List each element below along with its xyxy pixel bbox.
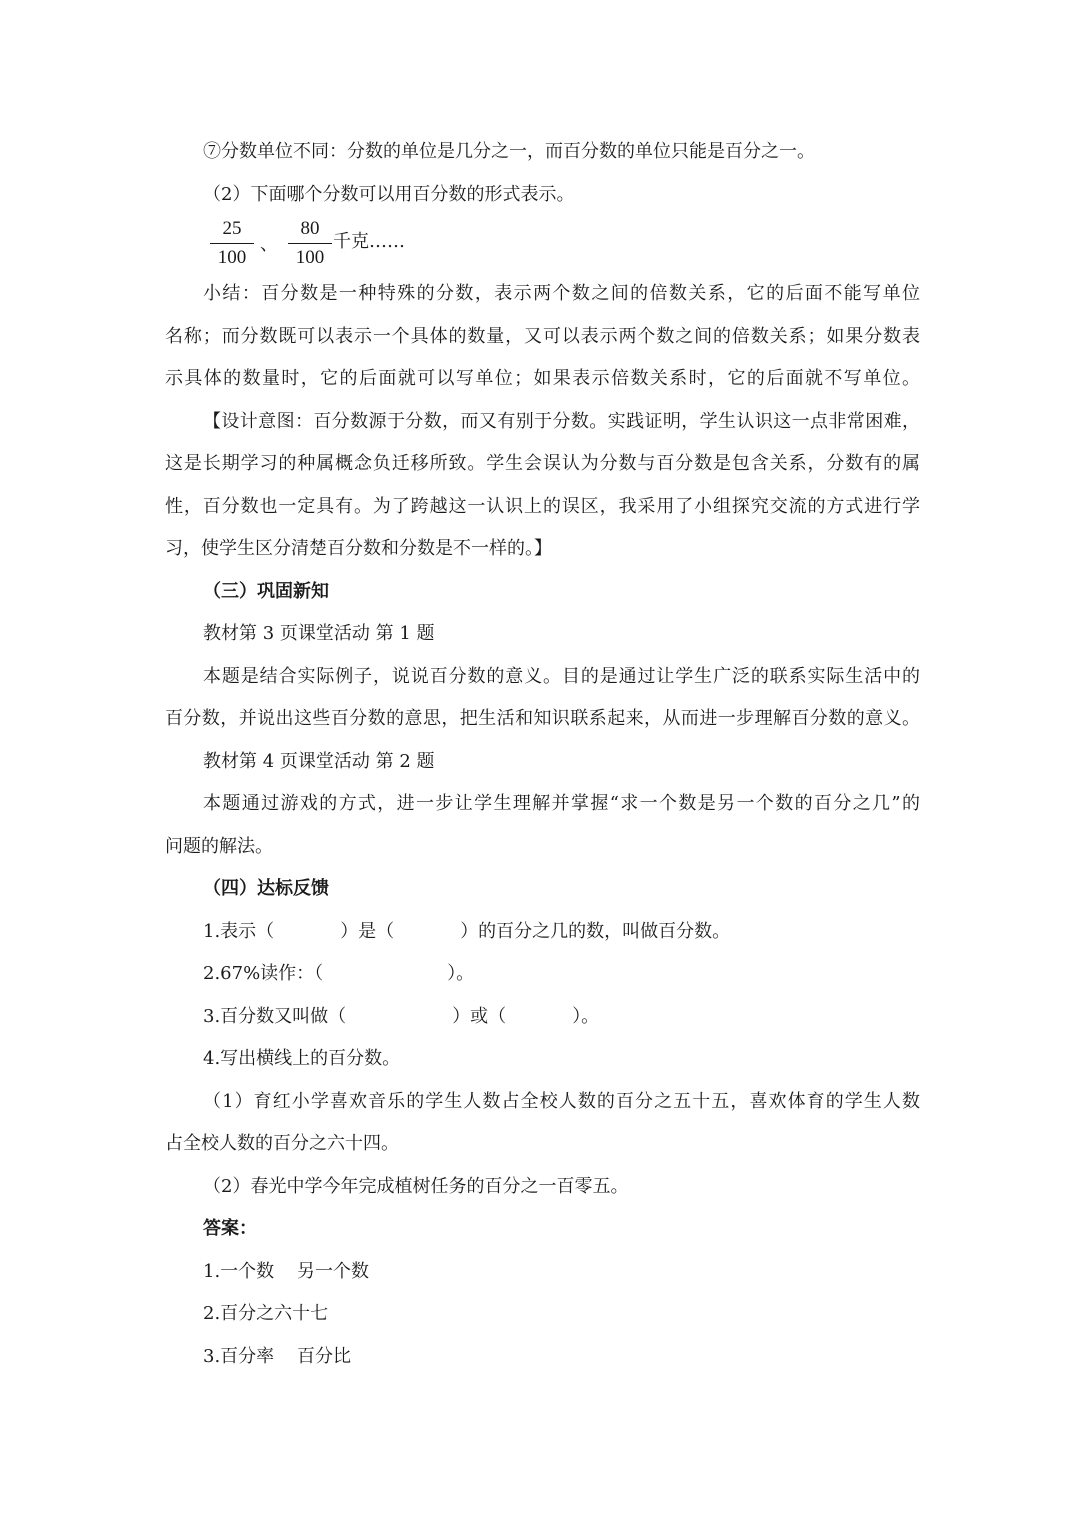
para-fraction-unit: ⑦分数单位不同：分数的单位是几分之一，而百分数的单位只能是百分之一。 <box>203 141 815 162</box>
question-fill-2 <box>203 961 920 987</box>
question-text: 2.67%读作：（ <box>203 963 324 984</box>
design-intent-line: 【设计意图：百分数源于分数，而又有别于分数。实践证明，学生认识这一点非常困难， <box>203 411 920 432</box>
question-text: ）或（ <box>452 1006 507 1027</box>
fraction-25-100 <box>212 215 252 272</box>
question-4-2: （2）春光中学今年完成植树任务的百分之一百零五。 <box>203 1176 629 1197</box>
fraction-denominator: 100 <box>295 247 325 268</box>
question-text: 3.百分数又叫做（ <box>203 1006 347 1027</box>
section-heading-3: （三）巩固新知 <box>203 581 329 602</box>
question-4-1-line: （1）育红小学喜欢音乐的学生人数占全校人数的百分之五十五，喜欢体育的学生人数 <box>203 1091 920 1112</box>
answer-1: 1.一个数 另一个数 <box>203 1261 370 1282</box>
activity-desc-line: 问题的解法。 <box>165 836 273 857</box>
design-intent-line: 习，使学生区分清楚百分数和分数是不一样的。】 <box>165 538 552 559</box>
summary-line: 小结：百分数是一种特殊的分数，表示两个数之间的倍数关系，它的后面不能写单位 <box>203 283 920 304</box>
activity-desc-line: 本题通过游戏的方式，进一步让学生理解并掌握“求一个数是另一个数的百分之几”的 <box>203 793 920 814</box>
question-4: 4.写出横线上的百分数。 <box>203 1048 401 1069</box>
question-text: ）。 <box>572 1006 600 1027</box>
activity-desc-line: 本题是结合实际例子，说说百分数的意义。目的是通过让学生广泛的联系实际生活中的 <box>203 666 920 687</box>
section-heading-4: （四）达标反馈 <box>203 878 329 899</box>
question-text: ）。 <box>447 963 475 984</box>
fraction-denominator: 100 <box>217 247 247 268</box>
design-intent-line: 这是长期学习的种属概念负迁移所致。学生会误认为分数与百分数是包含关系，分数有的属 <box>165 453 920 474</box>
fraction-numerator: 80 <box>300 218 320 239</box>
question-fill-3 <box>203 1004 920 1030</box>
activity-title: 教材第 4 页课堂活动 第 2 题 <box>203 751 435 772</box>
answer-heading: 答案： <box>203 1218 257 1239</box>
answer-2: 2.百分之六十七 <box>203 1303 329 1324</box>
activity-title: 教材第 3 页课堂活动 第 1 题 <box>203 623 435 644</box>
fraction-80-100 <box>290 215 330 272</box>
question-text: ）是（ <box>340 921 395 942</box>
question-fill-1 <box>203 919 920 945</box>
activity-desc-line: 百分数，并说出这些百分数的意思，把生活和知识联系起来，从而进一步理解百分数的意义。 <box>165 708 920 729</box>
summary-line: 示具体的数量时，它的后面就可以写单位；如果表示倍数关系时，它的后面就不写单位。 <box>165 368 920 389</box>
question-2: （2）下面哪个分数可以用百分数的形式表示。 <box>203 184 575 205</box>
fraction-numerator: 25 <box>222 218 242 239</box>
design-intent-line: 性，百分数也一定具有。为了跨越这一认识上的误区，我采用了小组探究交流的方式进行学 <box>165 496 920 517</box>
question-text: ）的百分之几的数，叫做百分数。 <box>460 921 731 942</box>
answer-3: 3.百分率 百分比 <box>203 1346 352 1367</box>
summary-line: 名称；而分数既可以表示一个具体的数量，又可以表示两个数之间的倍数关系；如果分数表 <box>165 326 920 347</box>
question-text: 1.表示（ <box>203 921 275 942</box>
fraction-separator: 、 <box>260 234 278 255</box>
question-4-1-line: 占全校人数的百分之六十四。 <box>165 1133 399 1154</box>
fraction-tail: 千克…… <box>333 231 405 252</box>
